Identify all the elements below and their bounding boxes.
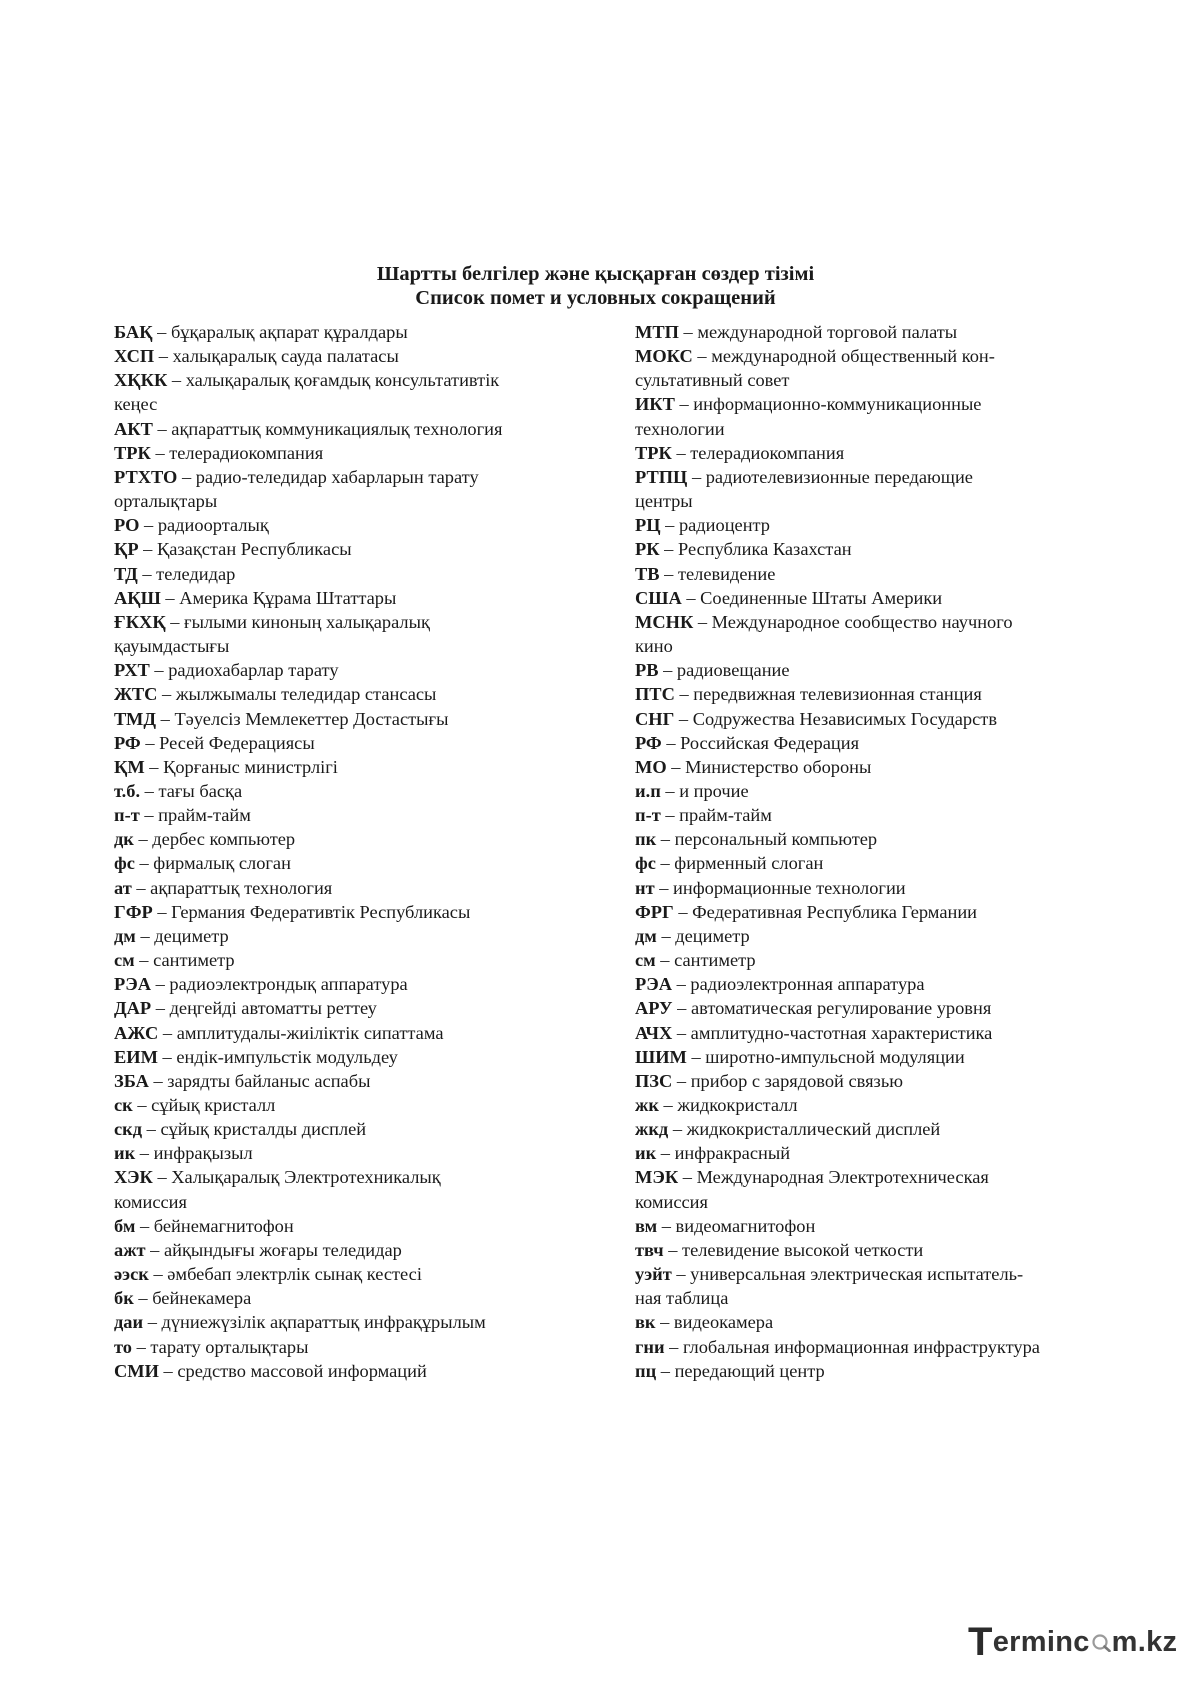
abbreviation-entry: [114, 682, 584, 706]
abbreviation: АҚШ: [114, 587, 161, 608]
definition: – Халықаралық Электротехникалық: [152, 1167, 441, 1188]
abbreviation: МЭК: [635, 1167, 679, 1188]
definition: – передающий центр: [656, 1360, 825, 1381]
abbreviation-entry: [635, 876, 1105, 900]
abbreviation-entry: [635, 731, 1105, 755]
entry-continuation: [635, 1190, 1105, 1214]
logo-text-part1: erminc: [992, 1626, 1090, 1658]
definition: – персональный компьютер: [656, 829, 878, 850]
abbreviation-list-russian: [635, 320, 1105, 1383]
abbreviation: ЕИМ: [114, 1046, 158, 1067]
entry-continuation: [635, 368, 1105, 392]
logo-first-letter: T: [968, 1620, 993, 1664]
definition: – Соединенные Штаты Америки: [681, 587, 943, 608]
definition: – жидкокристаллический дисплей: [668, 1119, 941, 1140]
abbreviation-entry: [114, 1214, 584, 1238]
abbreviation: то: [114, 1336, 132, 1357]
abbreviation-entry: [635, 779, 1105, 803]
definition: – Содружества Независимых Государств: [674, 708, 998, 729]
definition: – средство массовой информаций: [158, 1360, 427, 1381]
abbreviation-entry: [635, 755, 1105, 779]
definition: – бұқаралық ақпарат құралдары: [152, 322, 408, 342]
definition: – ендік-импульстік модульдеу: [157, 1046, 398, 1067]
abbreviation-entry: [114, 465, 584, 489]
abbreviation-entry: [114, 1069, 584, 1093]
abbreviation: твч: [635, 1239, 664, 1260]
abbreviation: РФ: [635, 732, 662, 753]
abbreviation: ХЭК: [114, 1167, 153, 1188]
abbreviation-entry: [114, 1359, 584, 1383]
abbreviation-entry: [114, 1262, 584, 1286]
definition: – автоматическая регулирование уровня: [672, 998, 992, 1019]
abbreviation-entry: [635, 513, 1105, 537]
definition: – инфрақызыл: [135, 1143, 253, 1164]
abbreviation: фс: [635, 853, 656, 874]
abbreviation-entry: [114, 441, 584, 465]
definition: – международной общественный кон-: [692, 346, 995, 367]
abbreviation-entry: [635, 803, 1105, 827]
abbreviation-entry: [114, 1286, 584, 1310]
abbreviation-entry: [635, 682, 1105, 706]
definition: орталықтары: [114, 491, 218, 512]
definition: – дербес компьютер: [133, 829, 296, 850]
entry-continuation: [635, 634, 1105, 658]
definition: – халықаралық қоғамдық консультативтік: [167, 370, 500, 391]
abbreviation-entry: [114, 731, 584, 755]
abbreviation: ИКТ: [635, 394, 675, 415]
definition: – Ресей Федерациясы: [140, 732, 315, 753]
abbreviation-entry: [635, 1335, 1105, 1359]
abbreviation-entry: [114, 1310, 584, 1334]
definition: – амплитудалы-жиіліктік сипаттама: [158, 1022, 444, 1043]
abbreviation: т.б.: [114, 780, 141, 801]
definition: – Республика Казахстан: [659, 539, 852, 560]
definition: кеңес: [114, 394, 158, 415]
abbreviation: ШИМ: [635, 1046, 687, 1067]
definition: – радиоэлектронная аппаратура: [672, 974, 925, 995]
definition: – амплитудно-частотная характеристика: [672, 1022, 993, 1043]
abbreviation-entry: [635, 1045, 1105, 1069]
abbreviation: бк: [114, 1288, 134, 1309]
definition: – прайм-тайм: [660, 805, 772, 826]
abbreviation-entry: [635, 1165, 1105, 1189]
abbreviation-entry: [114, 755, 584, 779]
abbreviation: ДАР: [114, 998, 152, 1019]
abbreviation: МСНК: [635, 611, 694, 632]
abbreviation-entry: [635, 1141, 1105, 1165]
definition: – дециметр: [656, 925, 750, 946]
definition: – әмбебап электрлік сынақ кестесі: [148, 1264, 422, 1285]
definition: – радиовещание: [658, 660, 790, 681]
abbreviation: ФРГ: [635, 901, 674, 922]
definition: – инфракрасный: [656, 1143, 791, 1164]
definition: – радиохабарлар тарату: [149, 660, 339, 681]
abbreviation: ат: [114, 877, 132, 898]
abbreviation-entry: [635, 900, 1105, 924]
abbreviation: дм: [635, 925, 657, 946]
definition: – Международное сообщество научного: [693, 611, 1013, 632]
abbreviation-entry: [635, 610, 1105, 634]
definition: – ақпараттық технология: [131, 877, 333, 898]
entry-continuation: [114, 1190, 584, 1214]
abbreviation: дк: [114, 829, 134, 850]
definition: – дүниежүзілік ақпараттық инфрақұрылым: [143, 1312, 486, 1333]
abbreviation-list-kazakh: [114, 320, 584, 1383]
abbreviation-entry: [114, 344, 584, 368]
abbreviation: бм: [114, 1215, 136, 1236]
abbreviation: СНГ: [635, 708, 675, 729]
definition: кино: [635, 636, 673, 657]
abbreviation-entry: [635, 441, 1105, 465]
abbreviation-entry: [635, 392, 1105, 416]
definition: – Германия Федеративтік Республикасы: [152, 901, 471, 922]
abbreviation-entry: [114, 586, 584, 610]
abbreviation-entry: [635, 827, 1105, 851]
definition: – Международная Электротехническая: [678, 1167, 989, 1188]
abbreviation: п-т: [635, 805, 661, 826]
definition: – видеомагнитофон: [657, 1215, 816, 1236]
abbreviation-entry: [114, 924, 584, 948]
abbreviation: ТРК: [635, 442, 672, 463]
abbreviation: РВ: [635, 660, 659, 681]
abbreviation: ГФР: [114, 901, 153, 922]
abbreviation-entry: [114, 610, 584, 634]
abbreviation: МТП: [635, 322, 679, 342]
entry-continuation: [635, 1286, 1105, 1310]
definition: – тағы басқа: [140, 780, 243, 801]
entry-continuation: [635, 417, 1105, 441]
definition: – Қорғаныс министрлігі: [144, 756, 338, 777]
definition: – фирмалық слоган: [134, 853, 291, 874]
abbreviation: вк: [635, 1312, 656, 1333]
definition: – телевидение: [659, 563, 776, 584]
abbreviation-entry: [635, 586, 1105, 610]
abbreviation-entry: [635, 1262, 1105, 1286]
definition: – деңгейді автоматты реттеу: [151, 998, 377, 1019]
abbreviation-entry: [114, 972, 584, 996]
abbreviation-entry: [635, 707, 1105, 731]
definition: – видеокамера: [655, 1312, 774, 1333]
abbreviation-entry: [114, 779, 584, 803]
abbreviation: дм: [114, 925, 136, 946]
abbreviation-entry: [635, 1214, 1105, 1238]
definition: – и прочие: [660, 780, 749, 801]
abbreviation: и.п: [635, 780, 661, 801]
termincom-logo: [968, 1620, 1177, 1664]
abbreviation: ҒКХҚ: [114, 611, 166, 632]
abbreviation-entry: [114, 513, 584, 537]
definition: – радио-теледидар хабарларын тарату: [177, 466, 479, 487]
abbreviation: ик: [635, 1143, 657, 1164]
abbreviation-entry: [635, 465, 1105, 489]
abbreviation-entry: [114, 900, 584, 924]
abbreviation: РХТ: [114, 660, 150, 681]
abbreviation-entry: [635, 1359, 1105, 1383]
page-heading: [0, 262, 1191, 310]
abbreviation: см: [635, 950, 656, 971]
abbreviation-entry: [635, 924, 1105, 948]
abbreviation: АЖС: [114, 1022, 159, 1043]
definition: – радиоцентр: [660, 515, 770, 536]
definition: – теледидар: [137, 563, 236, 584]
definition: – жылжымалы теледидар стансасы: [157, 684, 437, 705]
definition: – широтно-импульсной модуляции: [686, 1046, 965, 1067]
definition: – Министерство обороны: [666, 756, 872, 777]
abbreviation: США: [635, 587, 682, 608]
abbreviation-entry: [114, 658, 584, 682]
abbreviation: РТХТО: [114, 466, 178, 487]
abbreviation: ЗБА: [114, 1070, 149, 1091]
abbreviation-entry: [114, 1117, 584, 1141]
definition: – халықаралық сауда палатасы: [154, 346, 399, 367]
abbreviation: АКТ: [114, 418, 153, 439]
entry-continuation: [114, 634, 584, 658]
definition: – телерадиокомпания: [150, 442, 324, 463]
abbreviation-entry: [114, 562, 584, 586]
definition: – айқындығы жоғары теледидар: [145, 1239, 402, 1260]
abbreviation: РЭА: [635, 974, 672, 995]
definition: – бейнемагнитофон: [135, 1215, 294, 1236]
abbreviation-entry: [635, 1093, 1105, 1117]
abbreviation-entry: [635, 1021, 1105, 1045]
abbreviation: ТВ: [635, 563, 660, 584]
abbreviation-entry: [114, 1141, 584, 1165]
definition: – сантиметр: [655, 950, 756, 971]
entry-continuation: [114, 489, 584, 513]
definition: – жидкокристалл: [658, 1095, 798, 1115]
abbreviation: гни: [635, 1336, 665, 1357]
abbreviation-entry: [114, 876, 584, 900]
definition: – зарядты байланыс аспабы: [148, 1070, 371, 1091]
definition: – ғылыми киноның халықаралық: [165, 611, 430, 632]
abbreviation-entry: [114, 948, 584, 972]
abbreviation-entry: [635, 1117, 1105, 1141]
logo-wordmark: [993, 1620, 1178, 1664]
definition: – Қазақстан Республикасы: [138, 539, 352, 560]
abbreviation-entry: [635, 972, 1105, 996]
title-kazakh: Шартты белгілер және қысқарған сөздер тізімі: [376, 263, 815, 285]
abbreviation: см: [114, 950, 135, 971]
abbreviation: п-т: [114, 805, 140, 826]
definition: ная таблица: [635, 1288, 729, 1309]
definition: – тарату орталықтары: [132, 1336, 309, 1357]
definition: – сұйық кристалды дисплей: [142, 1119, 367, 1140]
abbreviation: пк: [635, 829, 657, 850]
abbreviation: жк: [635, 1095, 659, 1115]
abbreviation: ПЗС: [635, 1070, 673, 1091]
abbreviation-entry: [114, 1335, 584, 1359]
abbreviation-entry: [114, 1165, 584, 1189]
abbreviation: нт: [635, 877, 655, 898]
definition: – международной торговой палаты: [678, 322, 958, 342]
definition: центры: [635, 491, 693, 512]
abbreviation: РО: [114, 515, 140, 536]
definition: технологии: [635, 418, 725, 439]
abbreviation: СМИ: [114, 1360, 159, 1381]
abbreviation-entry: [635, 320, 1105, 344]
definition: – передвижная телевизионная станция: [674, 684, 982, 705]
abbreviation: ск: [114, 1095, 133, 1115]
abbreviation: пц: [635, 1360, 657, 1381]
abbreviation-entry: [635, 537, 1105, 561]
abbreviation: ХҚКК: [114, 370, 168, 391]
abbreviation: РЦ: [635, 515, 661, 536]
definition: – фирменный слоган: [655, 853, 824, 874]
abbreviation-entry: [114, 320, 584, 344]
abbreviation-entry: [635, 1069, 1105, 1093]
definition: сультативный совет: [635, 370, 790, 391]
definition: – ақпараттық коммуникациялық технология: [152, 418, 503, 439]
definition: – радиотелевизионные передающие: [687, 466, 973, 487]
definition: – информационные технологии: [654, 877, 906, 898]
abbreviation-entry: [114, 803, 584, 827]
abbreviation: ТД: [114, 563, 138, 584]
abbreviation-entry: [114, 1021, 584, 1045]
abbreviation: ТРК: [114, 442, 151, 463]
abbreviation: АЧХ: [635, 1022, 673, 1043]
abbreviation: РК: [635, 539, 660, 560]
abbreviation-entry: [635, 948, 1105, 972]
abbreviation: ажт: [114, 1239, 146, 1260]
definition: – прибор с зарядовой связью: [672, 1070, 903, 1091]
abbreviation-entry: [114, 417, 584, 441]
definition: – дециметр: [135, 925, 229, 946]
definition: – Тәуелсіз Мемлекеттер Достастығы: [156, 708, 449, 729]
definition: – прайм-тайм: [139, 805, 251, 826]
abbreviation: скд: [114, 1119, 143, 1140]
abbreviation: ҚМ: [114, 756, 145, 777]
definition: – бейнекамера: [133, 1288, 252, 1309]
definition: – сұйық кристалл: [132, 1095, 276, 1115]
definition: – радиоэлектрондық аппаратура: [151, 974, 408, 995]
definition: – универсальная электрическая испытатель-: [671, 1264, 1024, 1285]
abbreviation-entry: [114, 996, 584, 1020]
abbreviation: уэйт: [635, 1264, 672, 1285]
definition: – Америка Құрама Штаттары: [160, 587, 397, 608]
logo-text-part2: m.kz: [1111, 1626, 1178, 1658]
abbreviation-entry: [635, 851, 1105, 875]
abbreviation: ТМД: [114, 708, 157, 729]
abbreviation: РФ: [114, 732, 141, 753]
abbreviation-entry: [635, 344, 1105, 368]
abbreviation-entry: [635, 1310, 1105, 1334]
abbreviation-entry: [635, 996, 1105, 1020]
definition: – Российская Федерация: [661, 732, 860, 753]
abbreviation-entry: [114, 827, 584, 851]
definition: – глобальная информационная инфраструктура: [664, 1336, 1040, 1357]
magnifier-icon: [1091, 1632, 1111, 1652]
definition: – радиоорталық: [139, 515, 269, 536]
abbreviation: БАҚ: [114, 322, 153, 342]
abbreviation: РТПЦ: [635, 466, 688, 487]
abbreviation: МО: [635, 756, 667, 777]
abbreviation-entry: [114, 537, 584, 561]
abbreviation: ХСП: [114, 346, 155, 367]
abbreviation-entry: [635, 562, 1105, 586]
abbreviation: МОКС: [635, 346, 693, 367]
title-russian: Список помет и условных сокращений: [415, 287, 776, 309]
abbreviation-entry: [114, 1093, 584, 1117]
abbreviation: жкд: [635, 1119, 669, 1140]
definition: қауымдастығы: [114, 636, 230, 657]
entry-continuation: [635, 489, 1105, 513]
abbreviation-entry: [114, 707, 584, 731]
definition: комиссия: [635, 1191, 708, 1212]
abbreviation-entry: [635, 1238, 1105, 1262]
abbreviation: вм: [635, 1215, 658, 1236]
definition: – Федеративная Республика Германии: [673, 901, 978, 922]
definition: – телерадиокомпания: [671, 442, 845, 463]
definition: комиссия: [114, 1191, 187, 1212]
definition: – телевидение высокой четкости: [663, 1239, 924, 1260]
abbreviation-entry: [114, 1045, 584, 1069]
abbreviation: ҚР: [114, 539, 139, 560]
abbreviation-entry: [635, 658, 1105, 682]
abbreviation: әэск: [114, 1264, 149, 1285]
abbreviation: АРУ: [635, 998, 673, 1019]
abbreviation-entry: [114, 1238, 584, 1262]
abbreviation: ПТС: [635, 684, 675, 705]
abbreviation-entry: [114, 851, 584, 875]
abbreviation: ЖТС: [114, 684, 158, 705]
abbreviation: ик: [114, 1143, 136, 1164]
abbreviation-entry: [114, 368, 584, 392]
definition: – сантиметр: [134, 950, 235, 971]
abbreviation: фс: [114, 853, 135, 874]
definition: – информационно-коммуникационные: [674, 394, 982, 415]
abbreviation: РЭА: [114, 974, 151, 995]
abbreviation: даи: [114, 1312, 144, 1333]
entry-continuation: [114, 392, 584, 416]
